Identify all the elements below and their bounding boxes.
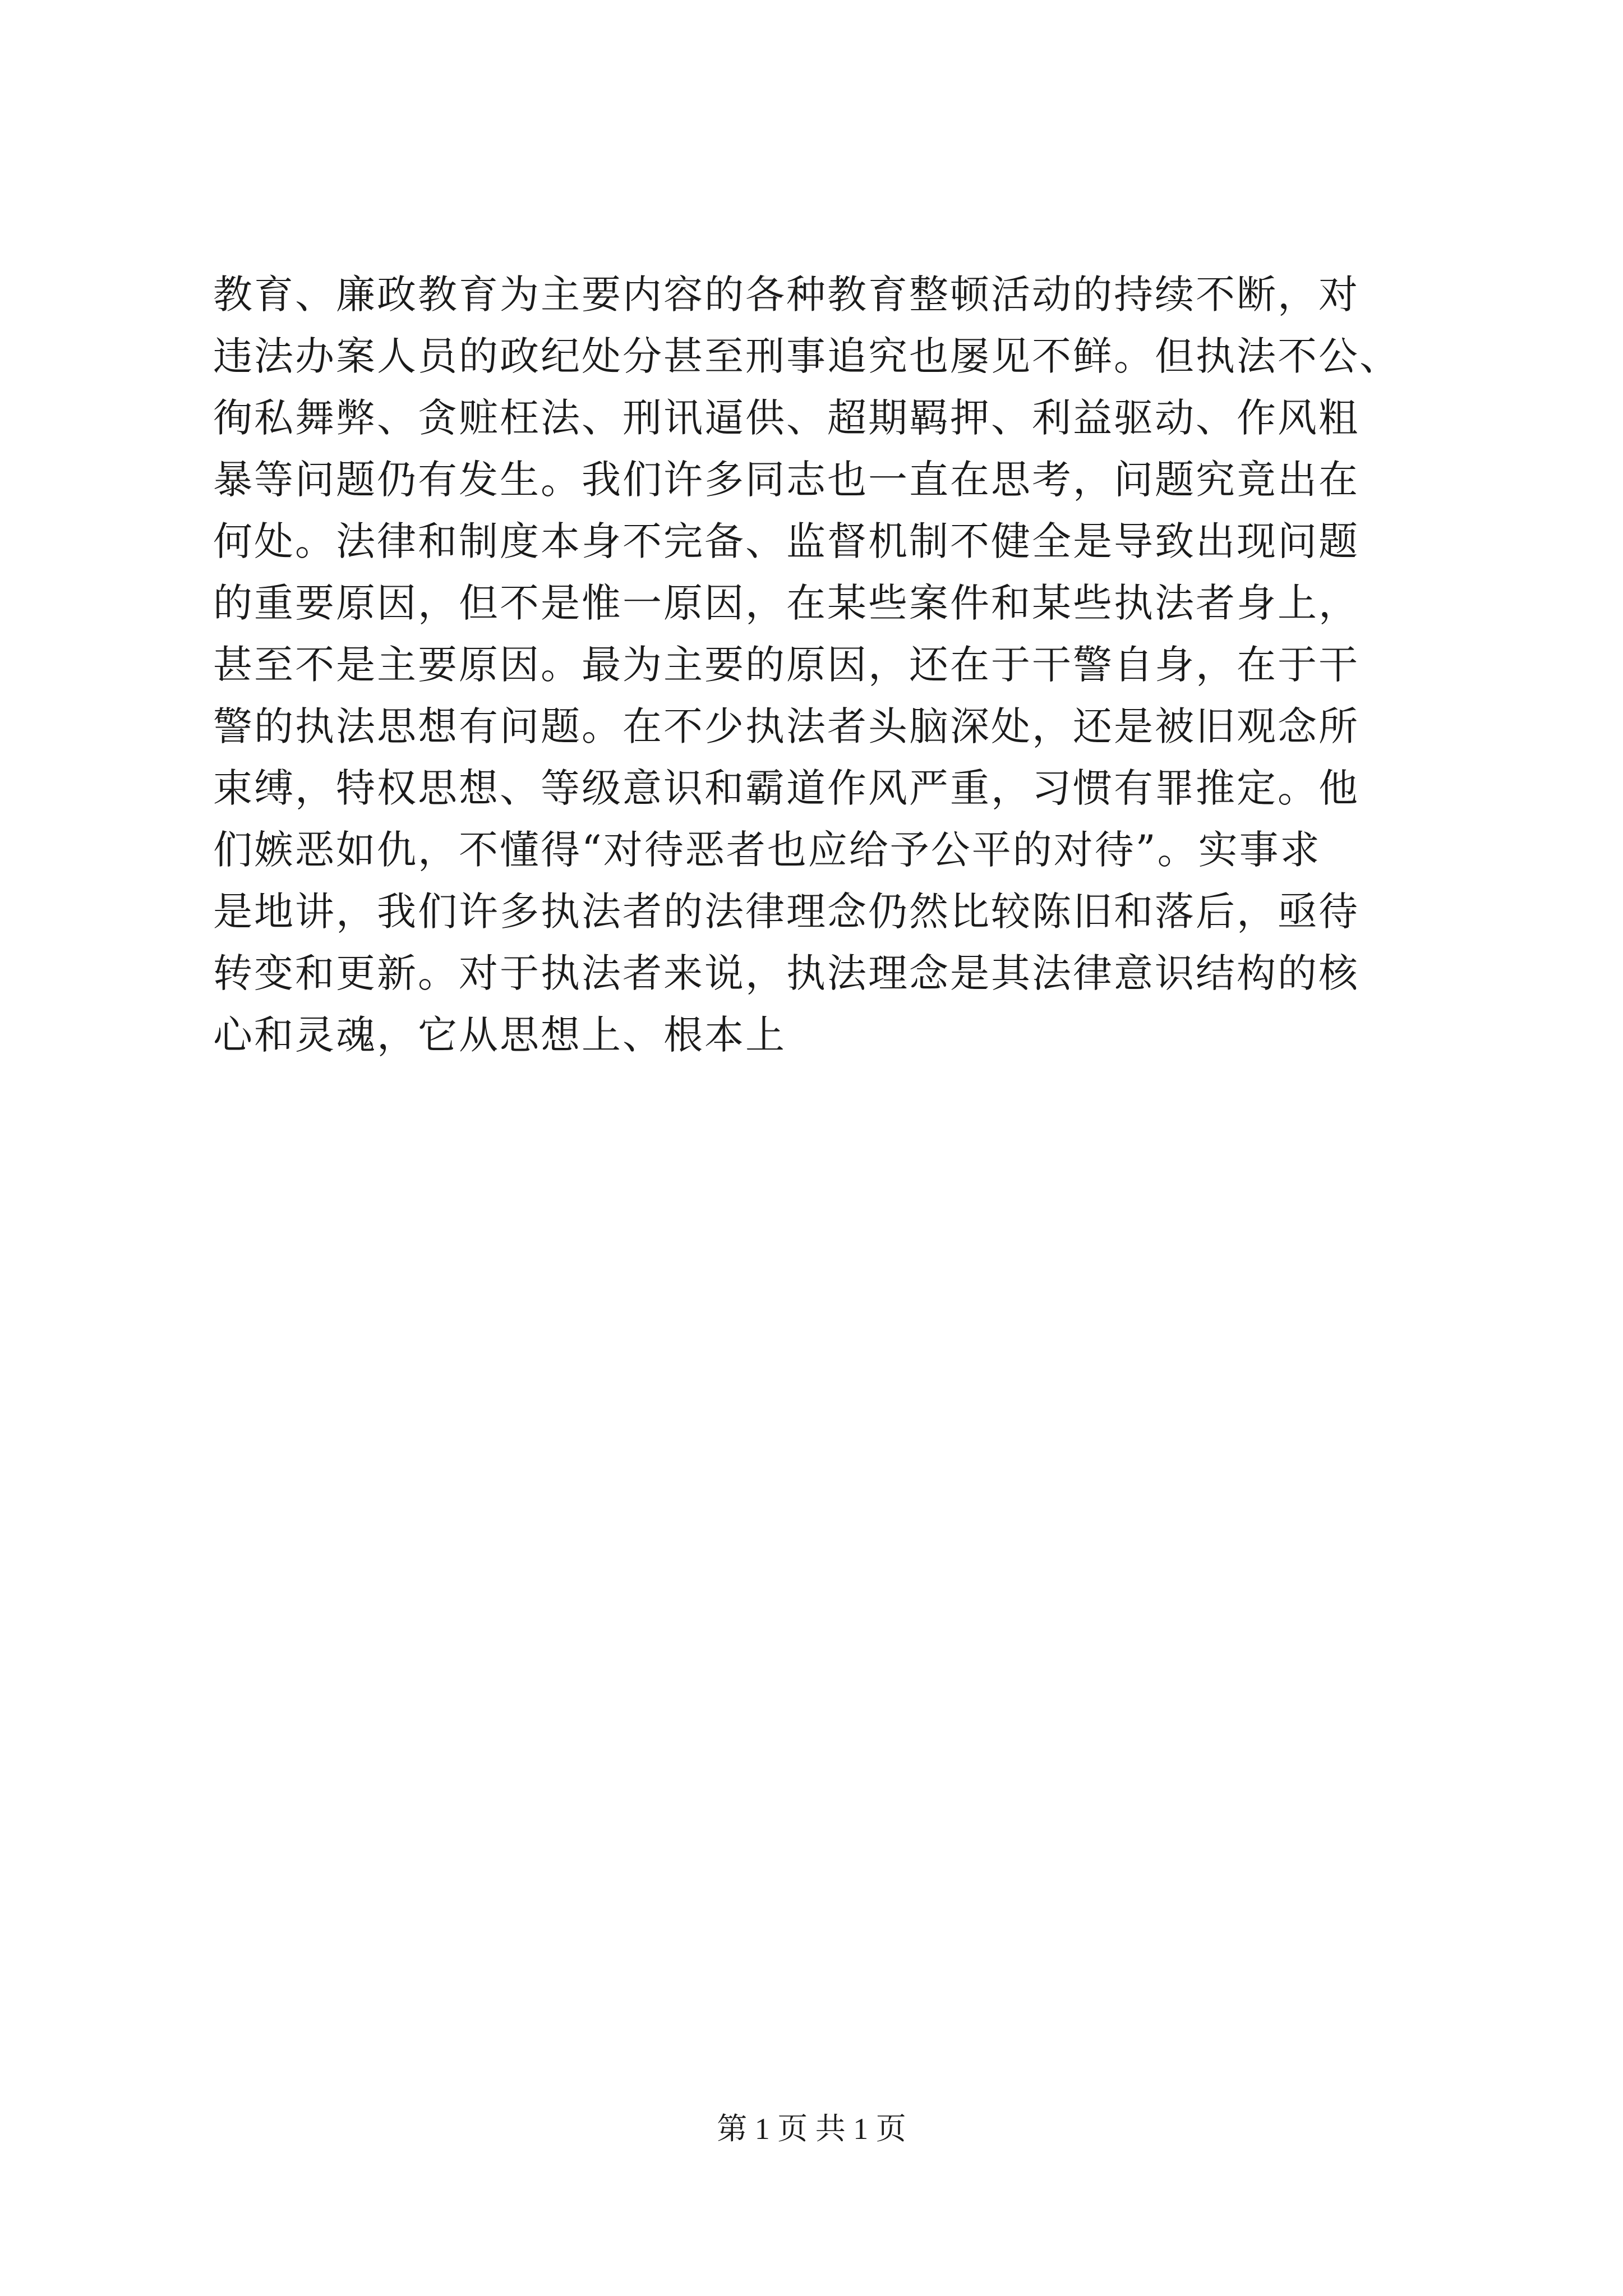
text-line: 违法办案人员的政纪处分甚至刑事追究也屡见不鲜。但执法不公、 [213,333,1400,379]
page-number-label: 第 1 页 共 1 页 [717,2112,906,2146]
text-line: 心和灵魂，它从思想上、根本上 [213,1012,786,1058]
text-line: 暴等问题仍有发生。我们许多同志也一直在思考，问题究竟出在 [213,457,1359,503]
text-line: 的重要原因，但不是惟一原因，在某些案件和某些执法者身上， [213,580,1359,626]
text-line: 是地讲，我们许多执法者的法律理念仍然比较陈旧和落后，亟待 [213,889,1359,935]
text-line: 警的执法思想有问题。在不少执法者头脑深处，还是被旧观念所 [213,703,1359,749]
text-line: 束缚，特权思想、等级意识和霸道作风严重，习惯有罪推定。他 [213,765,1359,811]
text-line: 教育、廉政教育为主要内容的各种教育整顿活动的持续不断，对 [213,272,1359,318]
page-footer [0,2109,1623,2148]
text-line: 徇私舞弊、贪赃枉法、刑讯逼供、超期羁押、利益驱动、作风粗 [213,395,1359,441]
text-line: 转变和更新。对于执法者来说，执法理念是其法律意识结构的核 [213,950,1359,996]
text-line: 们嫉恶如仇，不懂得“对待恶者也应给予公平的对待”。实事求 [213,827,1321,873]
body-text [213,264,1503,1066]
text-line: 甚至不是主要原因。最为主要的原因，还在于干警自身，在于干 [213,642,1359,688]
text-line: 何处。法律和制度本身不完备、监督机制不健全是导致出现问题 [213,518,1359,564]
